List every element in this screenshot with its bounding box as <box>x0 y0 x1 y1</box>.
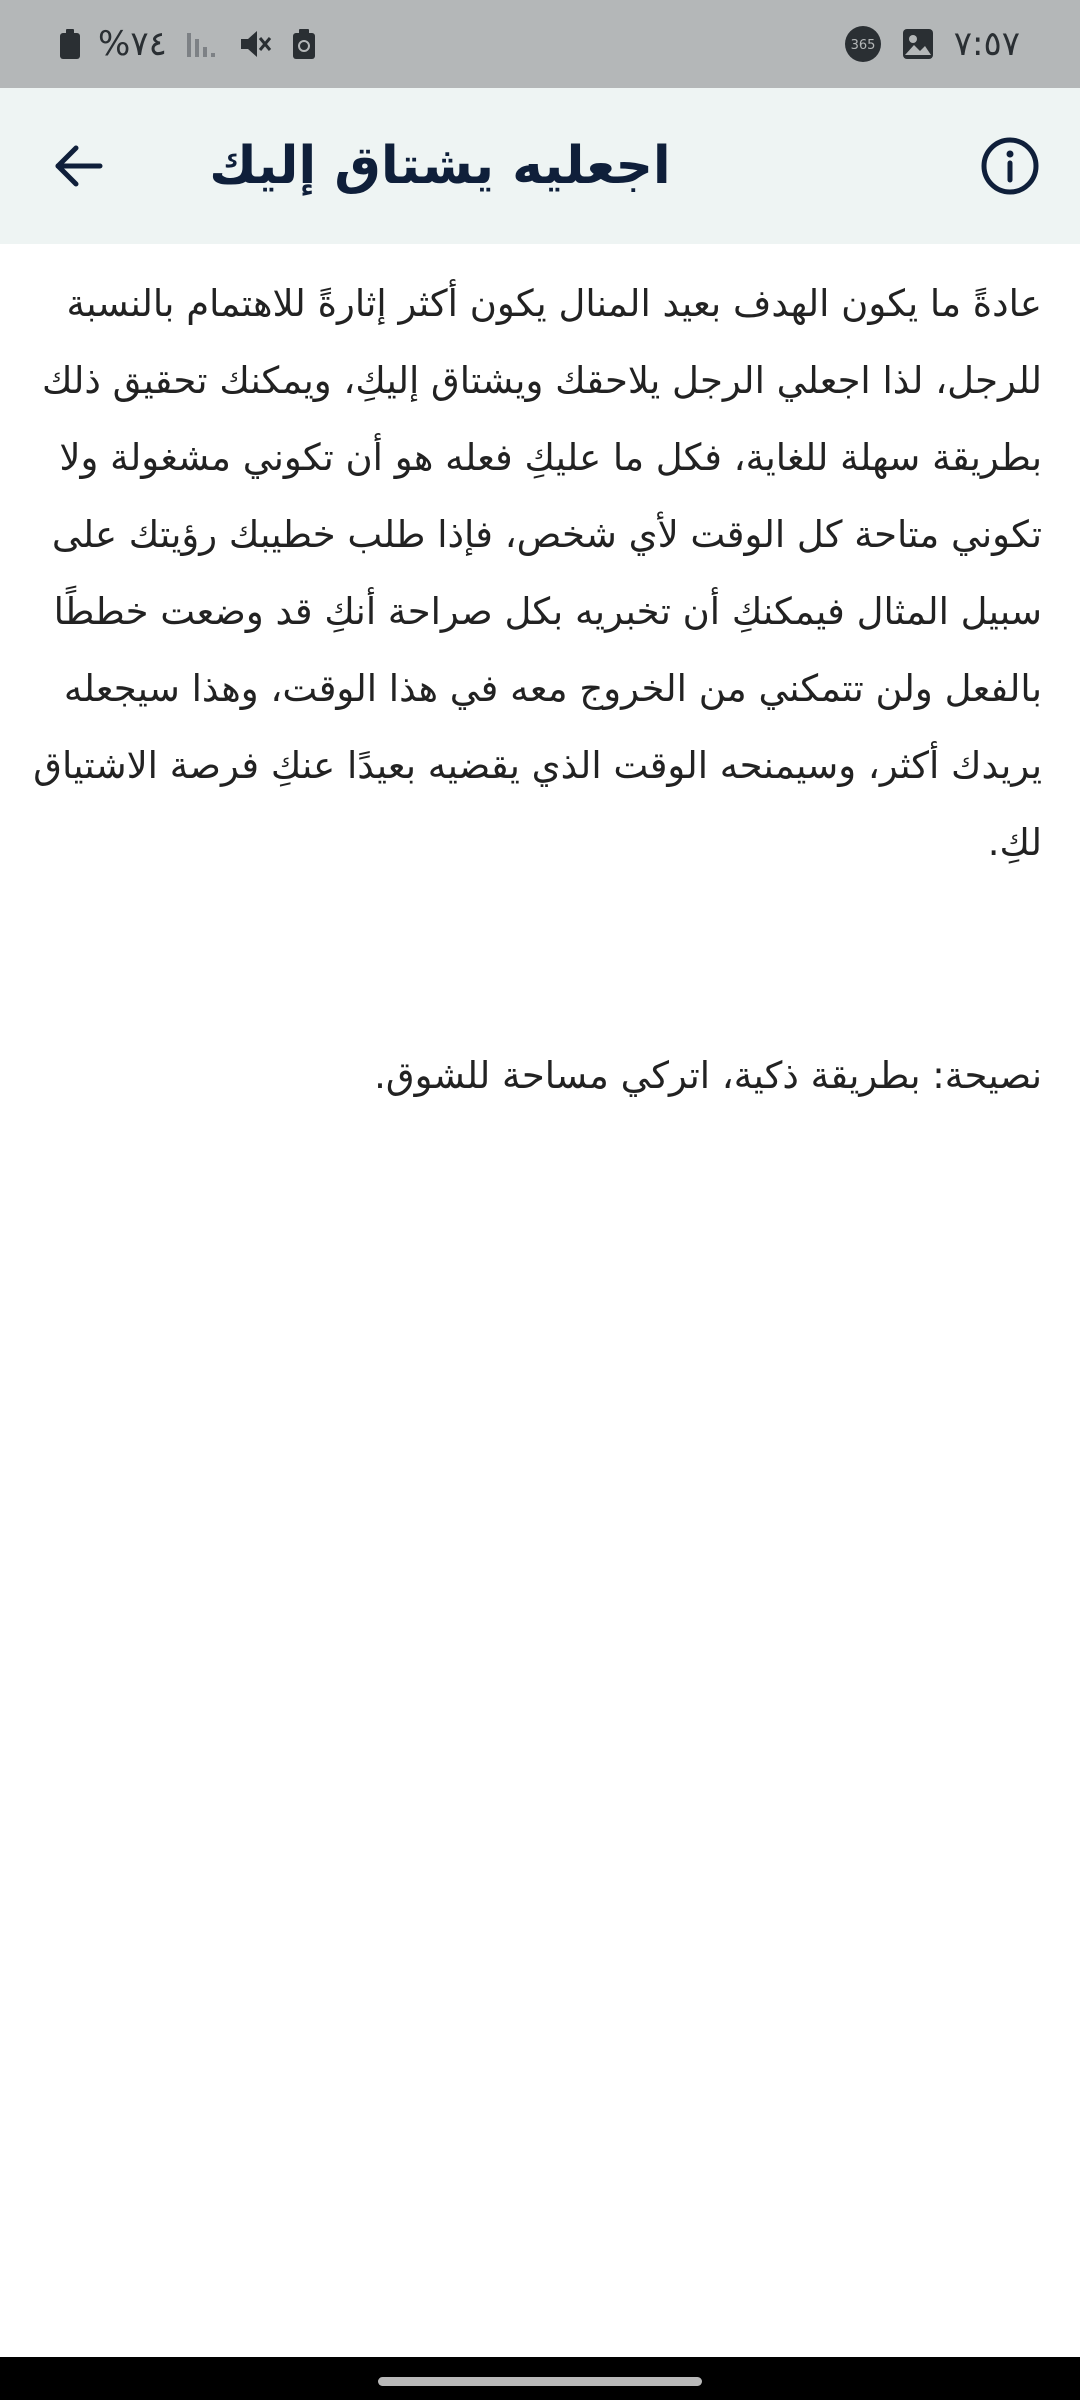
info-button[interactable] <box>970 126 1050 206</box>
app-365-icon <box>844 25 882 63</box>
mute-icon <box>237 27 273 61</box>
app-bar <box>0 88 1080 244</box>
article-tip: نصيحة: بطريقة ذكية، اتركي مساحة للشوق. <box>374 1054 1042 1097</box>
recycle-icon <box>291 27 317 61</box>
back-button[interactable] <box>38 126 118 206</box>
signal-icon <box>185 29 219 59</box>
page-title: اجعليه يشتاق إليك <box>209 136 671 196</box>
status-bar <box>0 0 1080 88</box>
home-indicator[interactable] <box>378 2377 702 2386</box>
clock: ٧:٥٧ <box>953 24 1020 64</box>
article-content <box>22 265 1042 1114</box>
status-right-group <box>844 0 1020 88</box>
info-icon <box>980 136 1040 196</box>
svg-text:365: 365 <box>850 38 876 53</box>
status-left-group <box>60 0 317 88</box>
article-body: عادةً ما يكون الهدف بعيد المنال يكون أكثر إثارةً للاهتمام بالنسبة للرجل، لذا اجعلي الرجل يلاحقك ويشتاق إليكِ، ويمكنك تحقيق ذلك بطريقة سهلة للغاية، فكل ما عليكِ فعله هو أن تكوني مشغولة ولا تكوني متاحة كل الوقت لأي شخص، فإذا طلب خطيبك رؤيتك على سبيل المثال فيمكنكِ أن تخبريه بكل صراحة أنكِ قد وضعت خططًا بالفعل ولن تتمكني من الخروج معه في هذا الوقت، وهذا سيجعله يريدك أكثر، وسيمنحه الوقت الذي يقضيه بعيدًا عنكِ فرصة الاشتياق لكِ. <box>33 282 1042 864</box>
navigation-bar <box>0 2357 1080 2400</box>
gallery-icon <box>902 28 934 60</box>
battery-percentage: %٧٤ <box>98 24 167 64</box>
battery-icon <box>60 29 80 59</box>
arrow-left-icon <box>52 140 104 192</box>
